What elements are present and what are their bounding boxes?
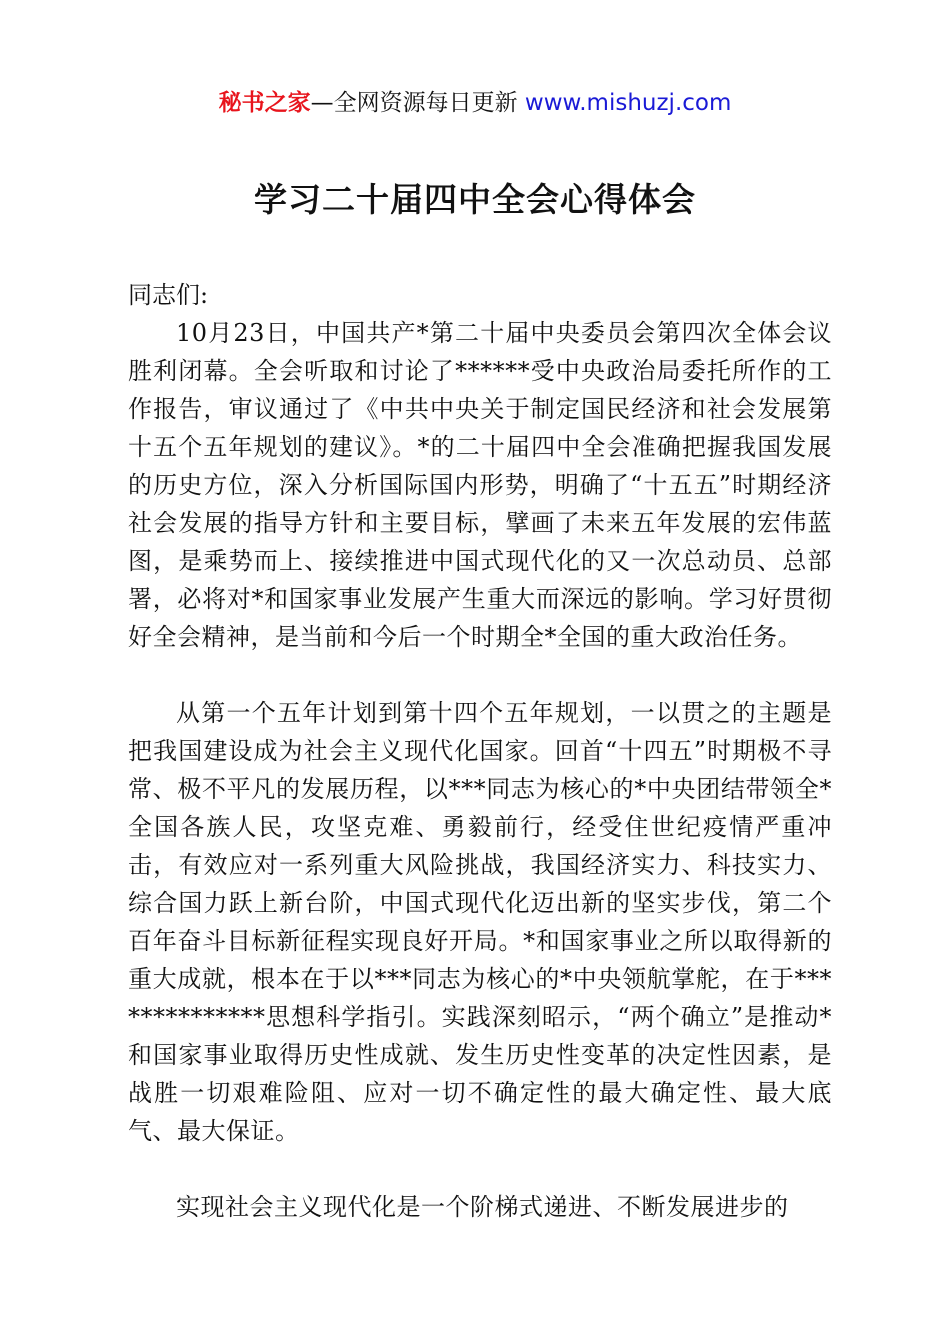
header-separator: —: [310, 90, 334, 116]
paragraph-3: 实现社会主义现代化是一个阶梯式递进、不断发展进步的: [176, 1193, 789, 1221]
salutation: 同志们:: [128, 281, 209, 309]
paragraph-1: 10月23日，中国共产*第二十届中央委员会第四次全体会议胜利闭幕。全会听取和讨论了******受中央政治局委托所作的工作报告，审议通过了《中共中央关于制定国民经济和社会发展第十五个五年规划的建议》。*的二十届四中全会准确把握我国发展的历史方位，深入分析国际国内形势，明确了“十五五”时期经济社会发展的指导方针和主要目标，擘画了未来五年发展的宏伟蓝图，是乘势而上、接续推进中国式现代化的又一次总动员、总部署，必将对*和国家事业发展产生重大而深远的影响。学习好贯彻好全会精神，是当前和今后一个时期全*全国的重大政治任务。: [128, 319, 832, 651]
header-tagline: 全网资源每日更新: [333, 90, 518, 116]
paragraph-2: 从第一个五年计划到第十四个五年规划，一以贯之的主题是把我国建设成为社会主义现代化国家。回首“十四五”时期极不寻常、极不平凡的发展历程，以***同志为核心的*中央团结带领全*全国各族人民，攻坚克难、勇毅前行，经受住世纪疫情严重冲击，有效应对一系列重大风险挑战，我国经济实力、科技实力、综合国力跃上新台阶，中国式现代化迈出新的坚实步伐，第二个百年奋斗目标新征程实现良好开局。*和国家事业之所以取得新的重大成就，根本在于以***同志为核心的*中央领航掌舵，在于**************思想科学指引。实践深刻昭示，“两个确立”是推动*和国家事业取得历史性成就、发生历史性变革的决定性因素，是战胜一切艰难险阻、应对一切不确定性的最大确定性、最大底气、最大保证。: [128, 699, 832, 1145]
site-header: [0, 86, 950, 120]
document-body: [128, 276, 832, 1226]
site-url-link[interactable]: www.mishuzj.com: [524, 90, 732, 116]
document-title: 学习二十届四中全会心得体会: [254, 180, 696, 219]
site-brand: 秘书之家: [218, 90, 311, 116]
